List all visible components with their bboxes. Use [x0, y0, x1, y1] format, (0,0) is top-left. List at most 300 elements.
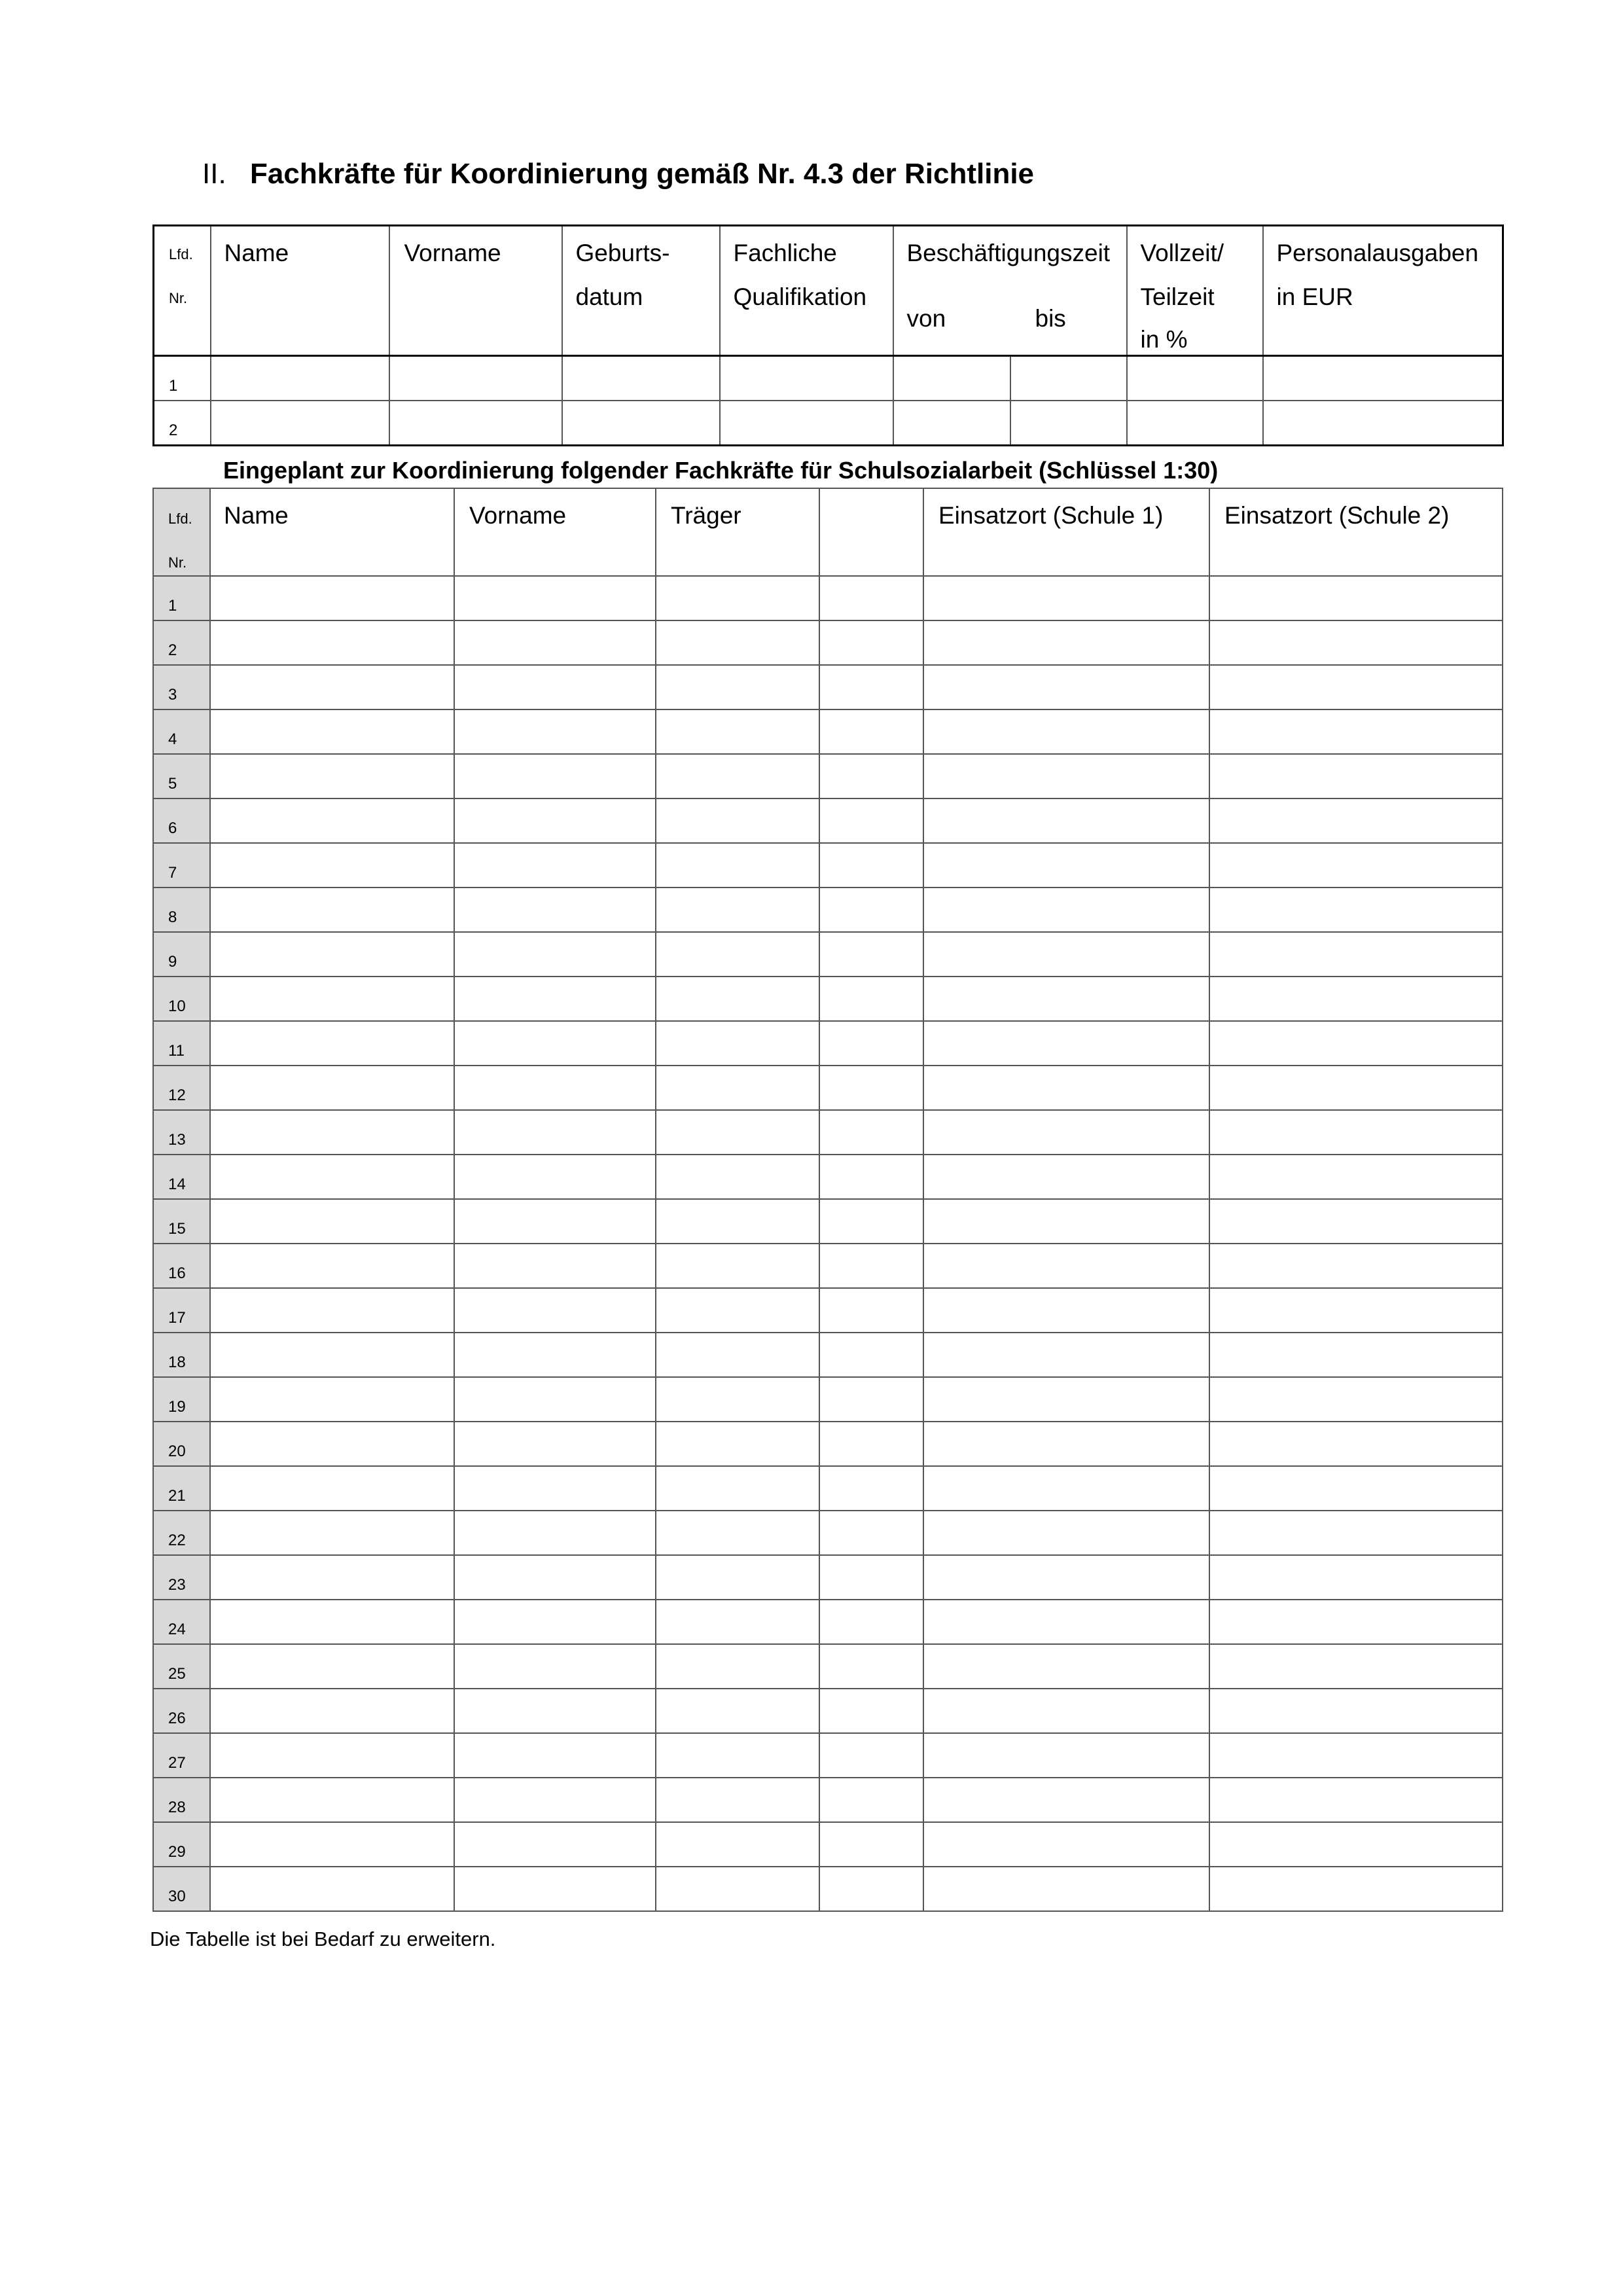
cell-empty[interactable] — [819, 1555, 923, 1600]
cell-schule-2[interactable] — [1209, 1244, 1503, 1288]
row-number-cell — [153, 754, 210, 798]
cell-schule-1[interactable] — [923, 977, 1209, 1021]
cell-empty[interactable] — [819, 932, 923, 977]
table-row — [153, 1511, 1503, 1555]
row-number: 22 — [168, 1532, 186, 1549]
table-row — [154, 401, 1503, 446]
row-number-cell — [153, 665, 210, 709]
cell-traeger[interactable] — [656, 1778, 819, 1822]
table-row — [153, 1288, 1503, 1333]
cell-personalausgaben[interactable] — [1263, 401, 1503, 446]
cell-traeger[interactable] — [656, 798, 819, 843]
row-number: 3 — [168, 686, 177, 704]
table-row — [153, 1555, 1503, 1600]
header-geburtsdatum: Geburts- datum — [562, 226, 720, 356]
cell-schule-2[interactable] — [1209, 1422, 1503, 1466]
cell-vorname[interactable] — [454, 754, 656, 798]
cell-name[interactable] — [210, 843, 454, 888]
header-bis: bis — [1035, 305, 1066, 332]
cell-schule-1[interactable] — [923, 1822, 1209, 1867]
cell-traeger[interactable] — [656, 1244, 819, 1288]
header-personalausgaben: Personalausgaben in EUR — [1263, 226, 1503, 356]
section-title: Fachkräfte für Koordinierung gemäß Nr. 4.3 der Richtlinie — [250, 158, 1035, 190]
cell-von[interactable] — [893, 401, 1010, 446]
cell-schule-2[interactable] — [1209, 1600, 1503, 1644]
cell-vorname[interactable] — [454, 1644, 656, 1689]
cell-name[interactable] — [210, 798, 454, 843]
cell-empty[interactable] — [819, 798, 923, 843]
cell-vorname[interactable] — [454, 1110, 656, 1155]
table-row — [153, 1867, 1503, 1911]
row-number-cell — [153, 1689, 210, 1733]
cell-traeger[interactable] — [656, 1867, 819, 1911]
header-schule-1: Einsatzort (Schule 1) — [923, 488, 1209, 576]
table-row — [153, 754, 1503, 798]
cell-schule-2[interactable] — [1209, 1822, 1503, 1867]
cell-schule-1[interactable] — [923, 1778, 1209, 1822]
cell-vorname[interactable] — [454, 1021, 656, 1066]
row-number-cell — [153, 1288, 210, 1333]
row-number: 7 — [168, 864, 177, 882]
cell-name[interactable] — [210, 1555, 454, 1600]
table-row — [153, 1689, 1503, 1733]
cell-empty[interactable] — [819, 1199, 923, 1244]
row-number-cell — [153, 932, 210, 977]
table-row — [153, 576, 1503, 620]
cell-traeger[interactable] — [656, 620, 819, 665]
cell-name[interactable] — [210, 932, 454, 977]
header-name: Name — [210, 488, 454, 576]
cell-vorname[interactable] — [454, 888, 656, 932]
cell-schule-1[interactable] — [923, 1110, 1209, 1155]
cell-traeger[interactable] — [656, 977, 819, 1021]
cell-schule-1[interactable] — [923, 1511, 1209, 1555]
cell-empty[interactable] — [819, 1689, 923, 1733]
row-number: 27 — [168, 1754, 186, 1772]
cell-name[interactable] — [210, 1199, 454, 1244]
cell-traeger[interactable] — [656, 576, 819, 620]
cell-schule-1[interactable] — [923, 620, 1209, 665]
cell-schule-1[interactable] — [923, 1733, 1209, 1778]
cell-name[interactable] — [210, 1689, 454, 1733]
row-number-cell — [153, 843, 210, 888]
cell-name[interactable] — [210, 1822, 454, 1867]
table-row — [154, 356, 1503, 401]
cell-vorname[interactable] — [454, 709, 656, 754]
cell-schule-1[interactable] — [923, 709, 1209, 754]
cell-empty[interactable] — [819, 1377, 923, 1422]
cell-schule-2[interactable] — [1209, 1155, 1503, 1199]
table2-subtitle: Eingeplant zur Koordinierung folgender Fachkräfte für Schulsozialarbeit (Schlüssel 1:30) — [223, 457, 1219, 484]
footnote: Die Tabelle ist bei Bedarf zu erweitern. — [150, 1928, 496, 1950]
cell-traeger[interactable] — [656, 709, 819, 754]
cell-name[interactable] — [210, 1288, 454, 1333]
header-lfd: Lfd. — [168, 511, 192, 527]
row-number: 4 — [168, 730, 177, 748]
row-number-cell — [153, 1867, 210, 1911]
row-number-cell — [153, 1822, 210, 1867]
cell-empty[interactable] — [819, 977, 923, 1021]
cell-vorname[interactable] — [454, 1600, 656, 1644]
row-number-cell — [153, 1555, 210, 1600]
header-lfd-nr — [153, 488, 210, 576]
cell-vollzeit[interactable] — [1127, 401, 1263, 446]
row-number: 8 — [168, 908, 177, 926]
cell-schule-1[interactable] — [923, 1600, 1209, 1644]
table-row — [153, 1199, 1503, 1244]
cell-name[interactable] — [210, 977, 454, 1021]
table-row — [153, 1377, 1503, 1422]
cell-vorname[interactable] — [454, 1377, 656, 1422]
cell-schule-2[interactable] — [1209, 1333, 1503, 1377]
header-lfd-nr — [154, 226, 211, 356]
cell-traeger[interactable] — [656, 1110, 819, 1155]
row-number: 15 — [168, 1220, 186, 1238]
cell-vorname[interactable] — [454, 1555, 656, 1600]
table-row — [153, 1778, 1503, 1822]
cell-name[interactable] — [210, 1466, 454, 1511]
cell-name[interactable] — [210, 1733, 454, 1778]
cell-traeger[interactable] — [656, 1511, 819, 1555]
cell-schule-2[interactable] — [1209, 1021, 1503, 1066]
cell-empty[interactable] — [819, 1110, 923, 1155]
cell-schule-1[interactable] — [923, 1066, 1209, 1110]
cell-geburtsdatum[interactable] — [562, 401, 720, 446]
row-number: 19 — [168, 1398, 186, 1416]
cell-empty[interactable] — [819, 1733, 923, 1778]
cell-schule-2[interactable] — [1209, 1110, 1503, 1155]
cell-name[interactable] — [210, 1244, 454, 1288]
row-number: 28 — [168, 1799, 186, 1816]
header-empty — [819, 488, 923, 576]
cell-schule-2[interactable] — [1209, 1288, 1503, 1333]
cell-vorname[interactable] — [454, 1778, 656, 1822]
cell-vorname[interactable] — [454, 1066, 656, 1110]
cell-empty[interactable] — [819, 1288, 923, 1333]
cell-schule-2[interactable] — [1209, 888, 1503, 932]
table-row — [153, 1422, 1503, 1466]
header-vollzeit: Vollzeit/ Teilzeit in % — [1127, 226, 1263, 356]
cell-traeger[interactable] — [656, 1822, 819, 1867]
cell-empty[interactable] — [819, 709, 923, 754]
cell-empty[interactable] — [819, 1155, 923, 1199]
row-number: 2 — [168, 641, 177, 659]
cell-vorname[interactable] — [454, 1867, 656, 1911]
row-number-cell — [154, 356, 211, 401]
cell-schule-1[interactable] — [923, 1199, 1209, 1244]
cell-name[interactable] — [210, 1511, 454, 1555]
cell-name[interactable] — [210, 1867, 454, 1911]
cell-vorname[interactable] — [454, 1822, 656, 1867]
table-row — [153, 1155, 1503, 1199]
header-vorname: Vorname — [454, 488, 656, 576]
table-row — [153, 1110, 1503, 1155]
table-row — [153, 709, 1503, 754]
cell-schule-1[interactable] — [923, 1422, 1209, 1466]
table-row — [153, 932, 1503, 977]
row-number-cell — [153, 1199, 210, 1244]
cell-schule-1[interactable] — [923, 1377, 1209, 1422]
header-von: von — [906, 305, 946, 332]
cell-name[interactable] — [210, 665, 454, 709]
cell-vorname[interactable] — [389, 401, 562, 446]
table2-header-row — [153, 488, 1503, 576]
header-beschaeftigungszeit: Beschäftigungszeit von bis — [893, 226, 1127, 356]
cell-schule-1[interactable] — [923, 888, 1209, 932]
cell-schule-2[interactable] — [1209, 843, 1503, 888]
cell-name[interactable] — [210, 1110, 454, 1155]
cell-schule-2[interactable] — [1209, 1377, 1503, 1422]
row-number-cell — [153, 798, 210, 843]
cell-vorname[interactable] — [454, 1466, 656, 1511]
cell-name[interactable] — [211, 356, 389, 401]
row-number: 5 — [168, 775, 177, 793]
cell-name[interactable] — [210, 1021, 454, 1066]
cell-schule-1[interactable] — [923, 798, 1209, 843]
cell-schule-2[interactable] — [1209, 1644, 1503, 1689]
cell-traeger[interactable] — [656, 1466, 819, 1511]
cell-traeger[interactable] — [656, 665, 819, 709]
cell-vorname[interactable] — [454, 977, 656, 1021]
cell-traeger[interactable] — [656, 1155, 819, 1199]
row-number-cell — [154, 401, 211, 446]
cell-vorname[interactable] — [454, 1288, 656, 1333]
cell-schule-2[interactable] — [1209, 1066, 1503, 1110]
row-number: 24 — [168, 1621, 186, 1638]
cell-name[interactable] — [210, 754, 454, 798]
table-row — [153, 1066, 1503, 1110]
cell-schule-1[interactable] — [923, 1155, 1209, 1199]
row-number: 2 — [169, 422, 178, 439]
cell-traeger[interactable] — [656, 1066, 819, 1110]
cell-schule-1[interactable] — [923, 1644, 1209, 1689]
cell-name[interactable] — [210, 1600, 454, 1644]
cell-traeger[interactable] — [656, 754, 819, 798]
cell-schule-1[interactable] — [923, 754, 1209, 798]
cell-schule-1[interactable] — [923, 1021, 1209, 1066]
row-number-cell — [153, 1644, 210, 1689]
cell-schule-2[interactable] — [1209, 1778, 1503, 1822]
cell-schule-1[interactable] — [923, 576, 1209, 620]
cell-vorname[interactable] — [454, 1733, 656, 1778]
row-number: 14 — [168, 1175, 186, 1193]
table-row — [153, 665, 1503, 709]
header-name: Name — [211, 226, 389, 356]
cell-vorname[interactable] — [454, 1199, 656, 1244]
row-number-cell — [153, 1511, 210, 1555]
cell-schule-2[interactable] — [1209, 1199, 1503, 1244]
cell-schule-1[interactable] — [923, 1466, 1209, 1511]
cell-empty[interactable] — [819, 1778, 923, 1822]
cell-vorname[interactable] — [454, 1511, 656, 1555]
cell-bis[interactable] — [1010, 356, 1127, 401]
cell-vorname[interactable] — [454, 620, 656, 665]
cell-traeger[interactable] — [656, 1600, 819, 1644]
cell-vorname[interactable] — [454, 798, 656, 843]
row-number-cell — [153, 888, 210, 932]
header-traeger: Träger — [656, 488, 819, 576]
row-number: 16 — [168, 1265, 186, 1282]
cell-schule-1[interactable] — [923, 1867, 1209, 1911]
row-number-cell — [153, 576, 210, 620]
cell-schule-1[interactable] — [923, 1288, 1209, 1333]
cell-schule-2[interactable] — [1209, 798, 1503, 843]
cell-name[interactable] — [210, 709, 454, 754]
cell-schule-2[interactable] — [1209, 620, 1503, 665]
cell-name[interactable] — [210, 1066, 454, 1110]
row-number: 1 — [169, 377, 178, 395]
cell-traeger[interactable] — [656, 1689, 819, 1733]
cell-qualifikation[interactable] — [720, 356, 893, 401]
table-row — [153, 977, 1503, 1021]
cell-empty[interactable] — [819, 1244, 923, 1288]
cell-traeger[interactable] — [656, 1644, 819, 1689]
cell-empty[interactable] — [819, 754, 923, 798]
school-social-work-staff-table — [152, 488, 1503, 1912]
cell-schule-2[interactable] — [1209, 1555, 1503, 1600]
cell-schule-1[interactable] — [923, 932, 1209, 977]
row-number: 10 — [168, 997, 186, 1015]
header-nr: Nr. — [168, 554, 187, 571]
cell-schule-2[interactable] — [1209, 977, 1503, 1021]
cell-empty[interactable] — [819, 1600, 923, 1644]
cell-empty[interactable] — [819, 665, 923, 709]
cell-name[interactable] — [210, 1778, 454, 1822]
cell-empty[interactable] — [819, 1511, 923, 1555]
row-number: 30 — [168, 1888, 186, 1905]
cell-traeger[interactable] — [656, 1199, 819, 1244]
cell-traeger[interactable] — [656, 1422, 819, 1466]
cell-traeger[interactable] — [656, 843, 819, 888]
table-row — [153, 1021, 1503, 1066]
cell-schule-2[interactable] — [1209, 1511, 1503, 1555]
cell-empty[interactable] — [819, 1422, 923, 1466]
row-number: 13 — [168, 1131, 186, 1149]
cell-name[interactable] — [210, 620, 454, 665]
table-row — [153, 620, 1503, 665]
cell-vorname[interactable] — [454, 665, 656, 709]
row-number: 9 — [168, 953, 177, 971]
section-heading — [202, 154, 1034, 194]
row-number-cell — [153, 1066, 210, 1110]
cell-von[interactable] — [893, 356, 1010, 401]
cell-schule-2[interactable] — [1209, 709, 1503, 754]
cell-name[interactable] — [210, 1644, 454, 1689]
table-row — [153, 1244, 1503, 1288]
cell-vollzeit[interactable] — [1127, 356, 1263, 401]
row-number-cell — [153, 1778, 210, 1822]
row-number-cell — [153, 1600, 210, 1644]
row-number: 25 — [168, 1665, 186, 1683]
cell-traeger[interactable] — [656, 1555, 819, 1600]
cell-traeger[interactable] — [656, 1733, 819, 1778]
cell-traeger[interactable] — [656, 1021, 819, 1066]
cell-schule-1[interactable] — [923, 843, 1209, 888]
header-lfd: Lfd. — [169, 246, 193, 262]
row-number-cell — [153, 1733, 210, 1778]
coordination-staff-table — [152, 224, 1504, 446]
cell-traeger[interactable] — [656, 1333, 819, 1377]
table-row — [153, 798, 1503, 843]
cell-vorname[interactable] — [454, 1333, 656, 1377]
row-number: 17 — [168, 1309, 186, 1327]
cell-traeger[interactable] — [656, 932, 819, 977]
cell-vorname[interactable] — [454, 1244, 656, 1288]
cell-empty[interactable] — [819, 843, 923, 888]
cell-personalausgaben[interactable] — [1263, 356, 1503, 401]
cell-schule-2[interactable] — [1209, 1867, 1503, 1911]
cell-name[interactable] — [210, 1422, 454, 1466]
cell-geburtsdatum[interactable] — [562, 356, 720, 401]
cell-empty[interactable] — [819, 1466, 923, 1511]
row-number-cell — [153, 1422, 210, 1466]
cell-vorname[interactable] — [454, 932, 656, 977]
cell-vorname[interactable] — [454, 1689, 656, 1733]
cell-schule-2[interactable] — [1209, 754, 1503, 798]
cell-schule-1[interactable] — [923, 1333, 1209, 1377]
cell-name[interactable] — [210, 1377, 454, 1422]
row-number-cell — [153, 1377, 210, 1422]
cell-name[interactable] — [210, 1333, 454, 1377]
row-number-cell — [153, 977, 210, 1021]
row-number-cell — [153, 1110, 210, 1155]
cell-vorname[interactable] — [454, 1155, 656, 1199]
table-row — [153, 843, 1503, 888]
cell-vorname[interactable] — [454, 843, 656, 888]
cell-schule-1[interactable] — [923, 1244, 1209, 1288]
cell-empty[interactable] — [819, 1822, 923, 1867]
cell-name[interactable] — [210, 888, 454, 932]
table-row — [153, 1822, 1503, 1867]
cell-empty[interactable] — [819, 888, 923, 932]
cell-schule-2[interactable] — [1209, 1733, 1503, 1778]
cell-schule-1[interactable] — [923, 665, 1209, 709]
cell-empty[interactable] — [819, 576, 923, 620]
table-row — [153, 1733, 1503, 1778]
row-number: 18 — [168, 1354, 186, 1371]
row-number: 26 — [168, 1710, 186, 1727]
cell-empty[interactable] — [819, 620, 923, 665]
cell-qualifikation[interactable] — [720, 401, 893, 446]
cell-vorname[interactable] — [389, 356, 562, 401]
cell-empty[interactable] — [819, 1333, 923, 1377]
cell-empty[interactable] — [819, 1644, 923, 1689]
cell-schule-2[interactable] — [1209, 1689, 1503, 1733]
cell-traeger[interactable] — [656, 888, 819, 932]
row-number: 1 — [168, 597, 177, 615]
cell-schule-1[interactable] — [923, 1689, 1209, 1733]
cell-vorname[interactable] — [454, 1422, 656, 1466]
cell-empty[interactable] — [819, 1066, 923, 1110]
cell-empty[interactable] — [819, 1867, 923, 1911]
cell-vorname[interactable] — [454, 576, 656, 620]
row-number: 6 — [168, 819, 177, 837]
cell-empty[interactable] — [819, 1021, 923, 1066]
cell-name[interactable] — [210, 576, 454, 620]
cell-schule-1[interactable] — [923, 1555, 1209, 1600]
row-number-cell — [153, 1155, 210, 1199]
cell-name[interactable] — [210, 1155, 454, 1199]
cell-schule-2[interactable] — [1209, 932, 1503, 977]
cell-schule-2[interactable] — [1209, 665, 1503, 709]
cell-schule-2[interactable] — [1209, 1466, 1503, 1511]
row-number: 20 — [168, 1443, 186, 1460]
cell-bis[interactable] — [1010, 401, 1127, 446]
cell-traeger[interactable] — [656, 1288, 819, 1333]
cell-schule-2[interactable] — [1209, 576, 1503, 620]
cell-name[interactable] — [211, 401, 389, 446]
cell-traeger[interactable] — [656, 1377, 819, 1422]
